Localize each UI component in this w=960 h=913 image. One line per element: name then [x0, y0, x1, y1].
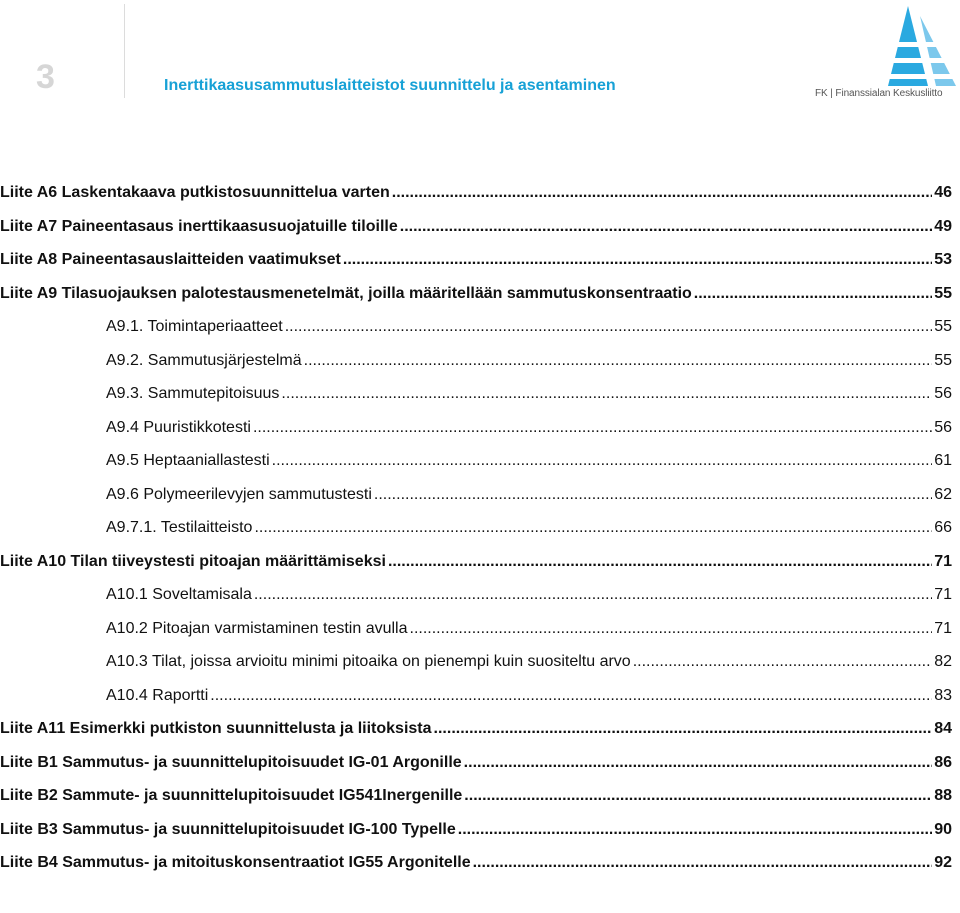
toc-entry-label: Liite A10 Tilan tiiveystesti pitoajan määrittämiseksi	[0, 552, 386, 570]
toc-dot-leader	[272, 452, 933, 470]
logo-text: FK | Finanssialan Keskusliitto	[815, 88, 943, 99]
toc-entry-label: Liite A9 Tilasuojauksen palotestausmenetelmät, joilla määritellään sammutuskonsentraatio	[0, 284, 692, 302]
logo-icon	[812, 2, 958, 86]
toc-entry-label: A10.1 Soveltamisala	[106, 586, 252, 603]
toc-dot-leader	[633, 653, 933, 671]
toc-entry[interactable]	[106, 452, 952, 474]
toc-dot-leader	[374, 486, 932, 504]
toc-entry[interactable]	[0, 285, 952, 307]
toc-entry[interactable]	[106, 486, 952, 508]
toc-entry[interactable]	[0, 821, 952, 843]
toc-dot-leader	[254, 519, 932, 537]
toc-entry-label: Liite B4 Sammutus- ja mitoituskonsentraatiot IG55 Argonitelle	[0, 854, 471, 871]
page-number: 3	[36, 58, 55, 96]
toc-entry-page-number: 62	[934, 485, 952, 503]
toc-dot-leader	[464, 754, 933, 772]
toc-dot-leader	[254, 586, 932, 604]
toc-dot-leader	[400, 218, 932, 236]
toc-dot-leader	[694, 285, 932, 303]
toc-entry[interactable]	[106, 352, 952, 374]
toc-entry-label: A9.3. Sammutepitoisuus	[106, 385, 280, 402]
toc-entry[interactable]	[0, 184, 952, 206]
toc-entry-page-number: 49	[934, 217, 952, 235]
toc-entry-page-number: 82	[934, 653, 952, 670]
toc-entry-page-number: 71	[934, 552, 952, 570]
toc-dot-leader	[464, 787, 932, 805]
toc-entry[interactable]	[106, 419, 952, 441]
toc-entry-page-number: 61	[934, 452, 952, 469]
header-divider	[124, 4, 125, 98]
toc-entry-label: A9.5 Heptaaniallastesti	[106, 452, 270, 469]
toc-entry-page-number: 90	[934, 820, 952, 838]
toc-entry[interactable]	[106, 586, 952, 608]
toc-entry-page-number: 46	[934, 184, 952, 201]
toc-entry-page-number: 84	[934, 720, 952, 737]
toc-entry[interactable]	[0, 251, 952, 273]
document-title: Inerttikaasusammutuslaitteistot suunnittelu ja asentaminen	[164, 77, 616, 94]
toc-entry-page-number: 56	[934, 418, 952, 436]
toc-dot-leader	[434, 720, 933, 738]
toc-entry-label: A9.7.1. Testilaitteisto	[106, 519, 253, 536]
toc-entry-label: A9.2. Sammutusjärjestelmä	[106, 351, 302, 369]
toc-entry[interactable]	[106, 620, 952, 642]
toc-entry[interactable]	[0, 218, 952, 240]
toc-entry-label: Liite A6 Laskentakaava putkistosuunnittelua varten	[0, 184, 390, 201]
toc-dot-leader	[281, 385, 932, 403]
toc-dot-leader	[392, 184, 932, 202]
toc-entry[interactable]	[106, 653, 952, 675]
toc-dot-leader	[343, 251, 932, 269]
toc-entry[interactable]	[0, 553, 952, 575]
toc-entry-page-number: 88	[934, 787, 952, 804]
toc-entry-page-number: 55	[934, 284, 952, 302]
toc-entry[interactable]	[0, 787, 952, 809]
toc-dot-leader	[253, 419, 932, 437]
toc-dot-leader	[458, 821, 932, 839]
toc-entry-label: A9.6 Polymeerilevyjen sammutustesti	[106, 485, 372, 503]
toc-entry-label: A10.3 Tilat, joissa arvioitu minimi pitoaika on pienempi kuin suositeltu arvo	[106, 653, 631, 670]
toc-entry-page-number: 83	[934, 686, 952, 704]
toc-entry[interactable]	[0, 854, 952, 876]
organization-logo	[812, 2, 958, 102]
toc-dot-leader	[388, 553, 932, 571]
toc-entry[interactable]	[0, 754, 952, 776]
toc-entry-page-number: 55	[934, 351, 952, 369]
toc-entry-label: A9.4 Puuristikkotesti	[106, 418, 251, 436]
toc-entry[interactable]	[0, 720, 952, 742]
toc-entry[interactable]	[106, 519, 952, 541]
toc-entry-page-number: 86	[934, 753, 952, 771]
toc-entry-label: Liite A7 Paineentasaus inerttikaasusuojatuille tiloille	[0, 217, 398, 235]
toc-entry[interactable]	[106, 687, 952, 709]
toc-entry-label: Liite A8 Paineentasauslaitteiden vaatimukset	[0, 251, 341, 268]
toc-entry-label: Liite A11 Esimerkki putkiston suunnittelusta ja liitoksista	[0, 720, 432, 737]
toc-dot-leader	[410, 620, 933, 638]
toc-entry-label: A10.2 Pitoajan varmistaminen testin avulla	[106, 619, 408, 637]
toc-entry-page-number: 71	[934, 586, 952, 603]
toc-dot-leader	[473, 854, 933, 872]
toc-entry-page-number: 53	[934, 251, 952, 268]
toc-entry-label: Liite B3 Sammutus- ja suunnittelupitoisuudet IG-100 Typelle	[0, 820, 456, 838]
toc-dot-leader	[304, 352, 933, 370]
toc-entry[interactable]	[106, 318, 952, 340]
toc-entry[interactable]	[106, 385, 952, 407]
toc-dot-leader	[210, 687, 932, 705]
toc-entry-page-number: 66	[934, 519, 952, 536]
toc-entry-page-number: 92	[934, 854, 952, 871]
toc-entry-label: A9.1. Toimintaperiaatteet	[106, 318, 283, 335]
toc-entry-label: A10.4 Raportti	[106, 686, 209, 704]
toc-entry-page-number: 55	[934, 318, 952, 335]
toc-entry-page-number: 71	[934, 619, 952, 637]
toc-entry-label: Liite B1 Sammutus- ja suunnittelupitoisuudet IG-01 Argonille	[0, 753, 462, 771]
toc-entry-page-number: 56	[934, 385, 952, 402]
toc-dot-leader	[285, 318, 933, 336]
toc-entry-label: Liite B2 Sammute- ja suunnittelupitoisuudet IG541Inergenille	[0, 787, 463, 804]
